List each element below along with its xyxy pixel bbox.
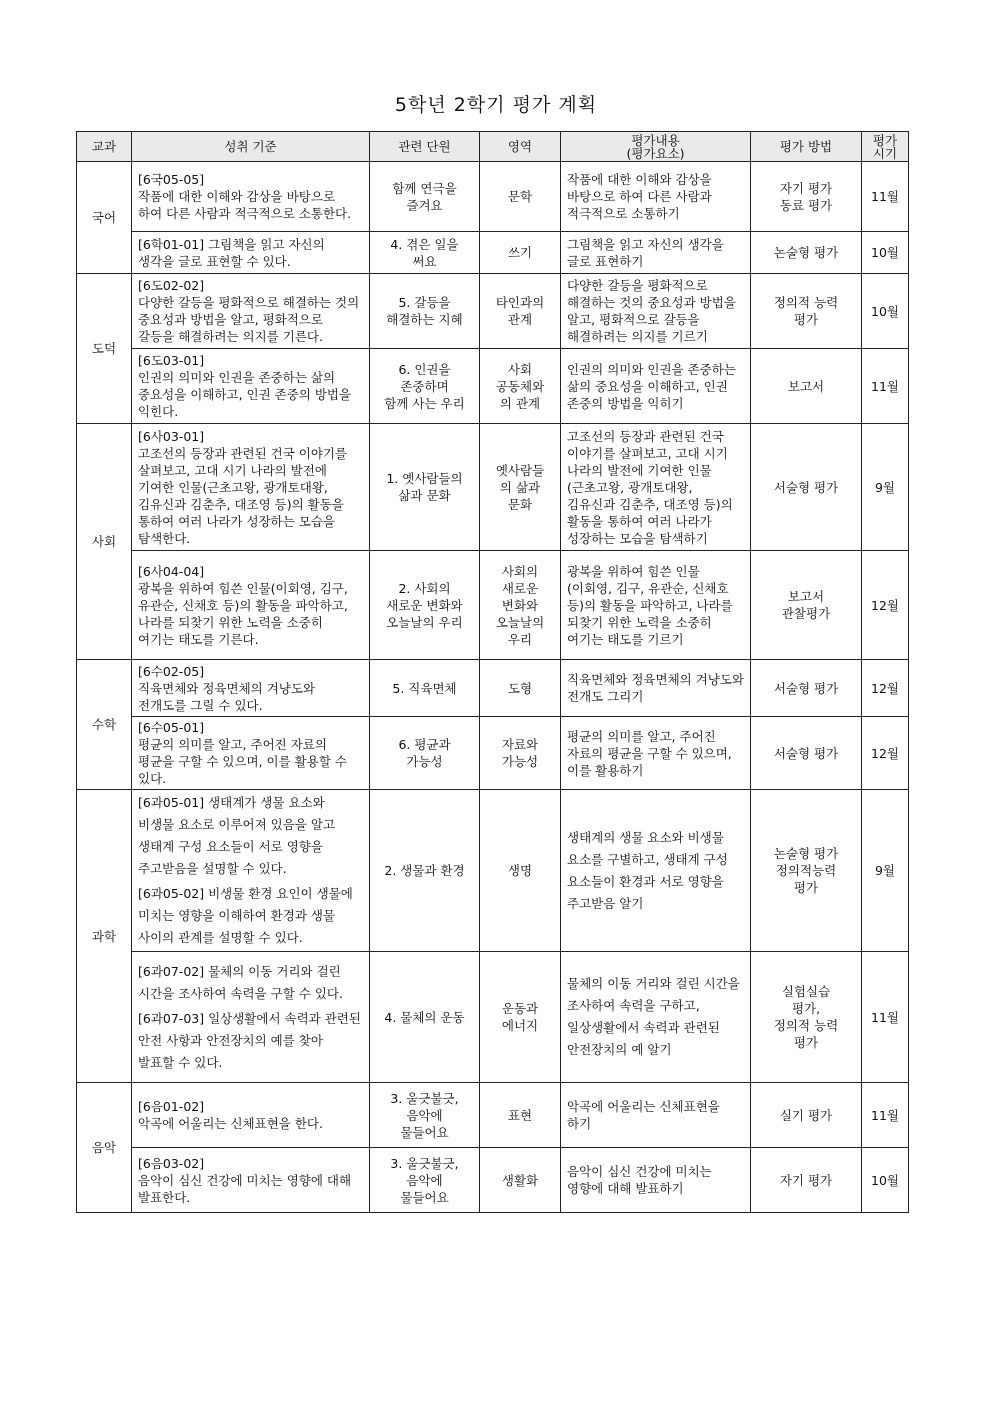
unit-cell: 5. 갈등을 해결하는 지혜 (370, 274, 480, 349)
standard-cell (132, 162, 370, 232)
time-cell: 11월 (862, 162, 909, 232)
unit-cell: 6. 평균과 가능성 (370, 717, 480, 790)
standard-cell (132, 717, 370, 790)
area-cell: 문학 (480, 162, 561, 232)
table-row (77, 952, 909, 1083)
unit-cell: 5. 직육면체 (370, 660, 480, 717)
standard-text: 광복을 위하여 힘쓴 인물(이회영, 김구, 유관순, 신채호 등)의 활동을 파악하고, 나라를 되찾기 위한 노력을 소중히 여기는 태도를 기른다. (138, 580, 348, 647)
standard-text: [6과07-02] 물체의 이동 거리와 걸린 시간을 조사하여 속력을 구할 수 있다. (138, 963, 343, 1001)
standard-cell (132, 551, 370, 660)
method-cell: 자기 평가 동료 평가 (751, 162, 862, 232)
time-cell: 11월 (862, 952, 909, 1083)
time-cell: 10월 (862, 274, 909, 349)
standard-code: [6수02-05] (138, 663, 205, 679)
time-cell: 12월 (862, 551, 909, 660)
standard-code: [6수05-01] (138, 720, 205, 735)
header-method: 평가 방법 (751, 132, 862, 162)
standard-text: [6과07-03] 일상생활에서 속력과 관련된 안전 사항과 안전장치의 예를 찾아 발표할 수 있다. (138, 1010, 361, 1070)
table-row (77, 232, 909, 274)
header-row (77, 132, 909, 162)
subject-cell: 음악 (77, 1083, 132, 1213)
standard-code: [6도02-02] (138, 278, 205, 293)
method-cell: 보고서 (751, 349, 862, 424)
method-cell: 자기 평가 (751, 1148, 862, 1213)
standard-text: 작품에 대한 이해와 감상을 바탕으로 하여 다른 사람과 적극적으로 소통한다. (138, 189, 352, 221)
time-cell: 11월 (862, 349, 909, 424)
subject-cell: 국어 (77, 162, 132, 274)
standard-cell (132, 790, 370, 952)
content-cell: 다양한 갈등을 평화적으로 해결하는 것의 중요성과 방법을 알고, 평화적으로 갈등을 해결하려는 의지를 기르기 (561, 274, 751, 349)
header-content: 평가내용 (평가요소) (561, 132, 751, 162)
table-row (77, 790, 909, 952)
table-row (77, 349, 909, 424)
standard-text: 다양한 갈등을 평화적으로 해결하는 것의 중요성과 방법을 알고, 평화적으로 갈등을 해결하려는 의지를 기른다. (138, 295, 360, 344)
standard-text: [6학01-01] 그림책을 읽고 자신의 생각을 글로 표현할 수 있다. (138, 236, 325, 269)
standard-text: [6과05-02] 비생물 환경 요인이 생물에 미치는 영향을 이해하여 환경과 생물 사이의 관계를 설명할 수 있다. (138, 886, 353, 945)
time-cell: 12월 (862, 660, 909, 717)
standard-cell (132, 349, 370, 424)
standard-text: 직육면체와 정육면체의 겨냥도와 전개도를 그릴 수 있다. (138, 680, 315, 713)
method-cell: 실험실습 평가, 정의적 능력 평가 (751, 952, 862, 1083)
header-area: 영역 (480, 132, 561, 162)
area-cell: 자료와 가능성 (480, 717, 561, 790)
standard-cell (132, 1083, 370, 1148)
unit-cell: 4. 겪은 일을 써요 (370, 232, 480, 274)
standard-cell (132, 424, 370, 551)
method-cell: 논술형 평가 정의적능력 평가 (751, 790, 862, 952)
evaluation-plan-table (76, 131, 909, 1213)
content-cell: 생태계의 생물 요소와 비생물 요소를 구별하고, 생태계 구성 요소들이 환경과 서로 영향을 주고받음 알기 (561, 790, 751, 952)
content-cell: 광복을 위하여 힘쓴 인물(이회영, 김구, 유관순, 신채호 등)의 활동을 파악하고, 나라를 되찾기 위한 노력을 소중히 여기는 태도를 기르기 (561, 551, 751, 660)
area-cell: 쓰기 (480, 232, 561, 274)
standard-cell (132, 1148, 370, 1213)
area-cell: 옛사람들 의 삶과 문화 (480, 424, 561, 551)
header-subject: 교과 (77, 132, 132, 162)
subject-cell: 과학 (77, 790, 132, 1083)
table-row (77, 1148, 909, 1213)
header-unit: 관련 단원 (370, 132, 480, 162)
standard-text: 음악이 심신 건강에 미치는 영향에 대해 발표한다. (138, 1172, 352, 1205)
standard-cell (132, 952, 370, 1083)
method-cell: 서술형 평가 (751, 424, 862, 551)
standard-text: 고조선의 등장과 관련된 건국 이야기를 살펴보고, 고대 시기 나라의 발전에 기여한 인물(근초고왕, 광개토대왕, 김유신과 김춘추, 대조영 등)의 활동을 통하여 여러 나라가 성장하는 모습을 탐색한다. (138, 445, 348, 546)
time-cell: 11월 (862, 1083, 909, 1148)
content-cell: 악곡에 어울리는 신체표현을 하기 (561, 1083, 751, 1148)
method-cell: 정의적 능력 평가 (751, 274, 862, 349)
content-cell: 고조선의 등장과 관련된 건국 이야기를 살펴보고, 고대 시기 나라의 발전에 기여한 인물(근초고왕, 광개토대왕, 김유신과 김춘추, 대조영 등)의 활동을 통하여 여러 나라가 성장하는 모습을 탐색하기 (561, 424, 751, 551)
standard-cell (132, 660, 370, 717)
subject-cell: 사회 (77, 424, 132, 660)
area-cell: 사회의 새로운 변화와 오늘날의 우리 (480, 551, 561, 660)
standard-code: [6음01-02] (138, 1099, 205, 1114)
table-body (77, 162, 909, 1213)
unit-cell: 2. 생물과 환경 (370, 790, 480, 952)
area-cell: 타인과의 관계 (480, 274, 561, 349)
unit-cell: 3. 울긋불긋, 음악에 물들어요 (370, 1148, 480, 1213)
standard-code: [6사03-01] (138, 428, 205, 444)
table-row (77, 551, 909, 660)
time-cell: 10월 (862, 1148, 909, 1213)
method-cell: 논술형 평가 (751, 232, 862, 274)
content-cell: 물체의 이동 거리와 걸린 시간을 조사하여 속력을 구하고, 일상생활에서 속력과 관련된 안전장치의 예 알기 (561, 952, 751, 1083)
content-cell: 평균의 의미를 알고, 주어진 자료의 평균을 구할 수 있으며, 이를 활용하기 (561, 717, 751, 790)
method-cell: 서술형 평가 (751, 660, 862, 717)
standard-text: 악곡에 어울리는 신체표현을 한다. (138, 1116, 323, 1131)
page-title: 5학년 2학기 평가 계획 (394, 94, 598, 116)
method-cell: 보고서 관찰평가 (751, 551, 862, 660)
subject-cell: 수학 (77, 660, 132, 790)
area-cell: 사회 공동체와 의 관계 (480, 349, 561, 424)
standard-code: [6음03-02] (138, 1155, 205, 1171)
area-cell: 표현 (480, 1083, 561, 1148)
method-cell: 서술형 평가 (751, 717, 862, 790)
standard-code: [6도03-01] (138, 353, 205, 368)
standard-cell (132, 274, 370, 349)
time-cell: 9월 (862, 790, 909, 952)
table-row (77, 274, 909, 349)
time-cell: 10월 (862, 232, 909, 274)
standard-cell (132, 232, 370, 274)
standard-text: [6과05-01] 생태계가 생물 요소와 비생물 요소로 이루어져 있음을 알고 생태계 구성 요소들이 서로 영향을 주고받음을 설명할 수 있다. (138, 795, 336, 876)
unit-cell: 2. 사회의 새로운 변화와 오늘날의 우리 (370, 551, 480, 660)
unit-cell: 4. 물체의 운동 (370, 952, 480, 1083)
subject-cell: 도덕 (77, 274, 132, 424)
area-cell: 생명 (480, 790, 561, 952)
table-row (77, 424, 909, 551)
table-row (77, 660, 909, 717)
area-cell: 생활화 (480, 1148, 561, 1213)
content-cell: 그림책을 읽고 자신의 생각을 글로 표현하기 (561, 232, 751, 274)
standard-code: [6국05-05] (138, 172, 205, 187)
table-row (77, 1083, 909, 1148)
content-cell: 인권의 의미와 인권을 존중하는 삶의 중요성을 이해하고, 인권 존중의 방법을 익히기 (561, 349, 751, 424)
time-cell: 9월 (862, 424, 909, 551)
unit-cell: 3. 울긋불긋, 음악에 물들어요 (370, 1083, 480, 1148)
area-cell: 운동과 에너지 (480, 952, 561, 1083)
header-time: 평가 시기 (862, 132, 909, 162)
content-cell: 음악이 심신 건강에 미치는 영향에 대해 발표하기 (561, 1148, 751, 1213)
unit-cell: 1. 옛사람들의 삶과 문화 (370, 424, 480, 551)
unit-cell: 6. 인권을 존중하며 함께 사는 우리 (370, 349, 480, 424)
content-cell: 작품에 대한 이해와 감상을 바탕으로 하여 다른 사람과 적극적으로 소통하기 (561, 162, 751, 232)
content-cell: 직육면체와 정육면체의 겨냥도와 전개도 그리기 (561, 660, 751, 717)
standard-text: 평균의 의미를 알고, 주어진 자료의 평균을 구할 수 있으며, 이를 활용할 수 있다. (138, 737, 347, 786)
table-row (77, 162, 909, 232)
standard-text: 인권의 의미와 인권을 존중하는 삶의 중요성을 이해하고, 인권 존중의 방법을 익힌다. (138, 370, 352, 419)
time-cell: 12월 (862, 717, 909, 790)
standard-code: [6사04-04] (138, 563, 205, 579)
table-row (77, 717, 909, 790)
header-standard: 성취 기준 (132, 132, 370, 162)
area-cell: 도형 (480, 660, 561, 717)
method-cell: 실기 평가 (751, 1083, 862, 1148)
unit-cell: 함께 연극을 즐겨요 (370, 162, 480, 232)
